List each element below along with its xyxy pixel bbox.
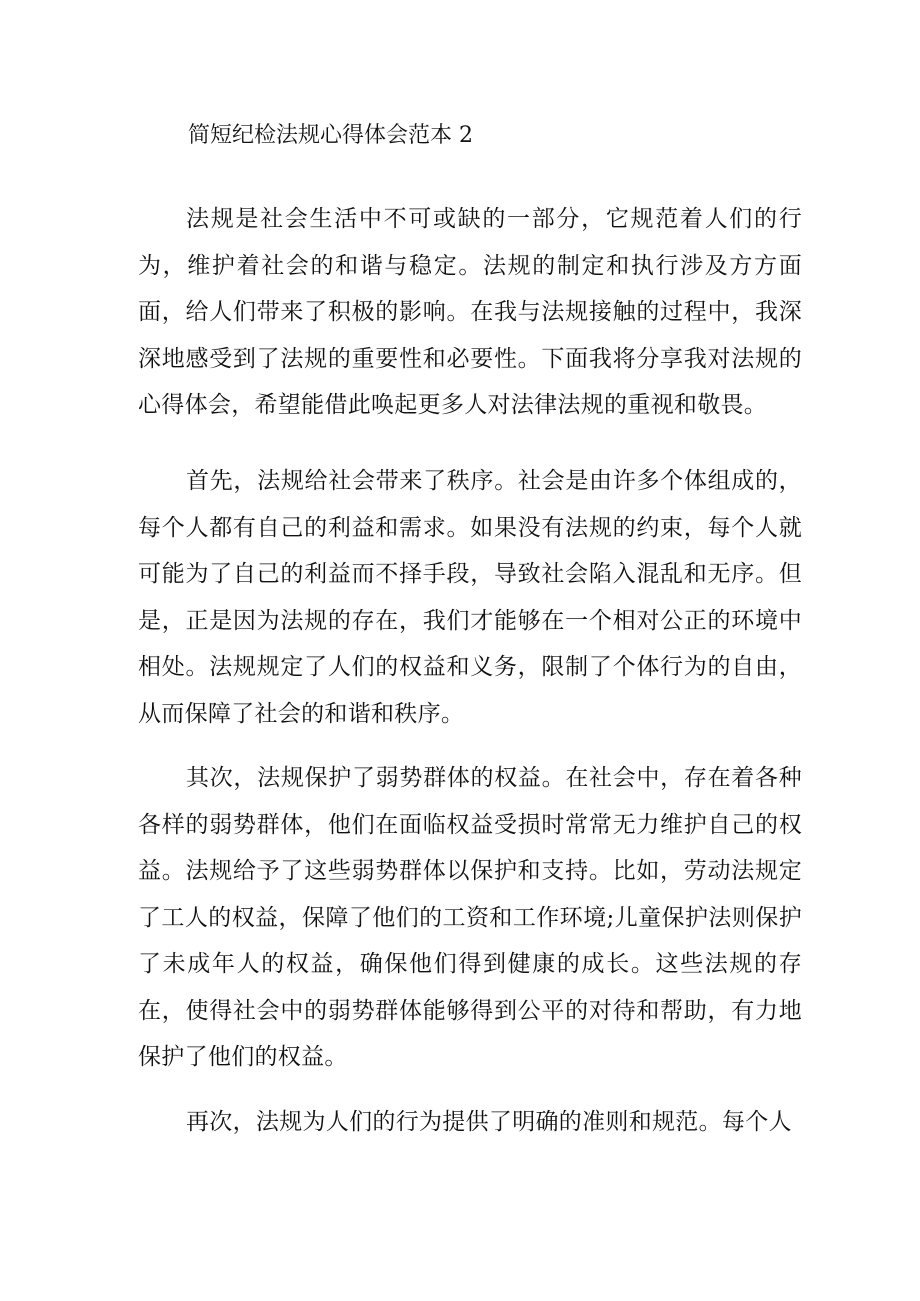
paragraph-vulnerable-groups: 其次，法规保护了弱势群体的权益。在社会中，存在着各种各样的弱势群体，他们在面临权益受损时常常无力维护自己的权益。法规给予了这些弱势群体以保护和支持。比如，劳动法规定了工人的权益，保障了他们的工资和工作环境;儿童保护法则保护了未成年人的权益，确保他们得到健康的成长。这些法规的存在，使得社会中的弱势群体能够得到公平的对待和帮助，有力地保护了他们的权益。 bbox=[138, 765, 802, 1070]
paragraph-order: 首先，法规给社会带来了秩序。社会是由许多个体组成的，每个人都有自己的利益和需求。如果没有法规的约束，每个人就可能为了自己的利益而不择手段，导致社会陷入混乱和无序。但是，正是因为法规的存在，我们才能够在一个相对公正的环境中相处。法规规定了人们的权益和义务，限制了个体行为的自由，从而保障了社会的和谐和秩序。 bbox=[138, 468, 802, 727]
paragraph-norms: 再次，法规为人们的行为提供了明确的准则和规范。每个人 bbox=[186, 1109, 792, 1135]
paragraph-intro: 法规是社会生活中不可或缺的一部分，它规范着人们的行为，维护着社会的和谐与稳定。法规的制定和执行涉及方方面面，给人们带来了积极的影响。在我与法规接触的过程中，我深深地感受到了法规的重要性和必要性。下面我将分享我对法规的心得体会，希望能借此唤起更多人对法律法规的重视和敬畏。 bbox=[138, 206, 802, 418]
document-title: 简短纪检法规心得体会范本 2 bbox=[188, 123, 473, 148]
